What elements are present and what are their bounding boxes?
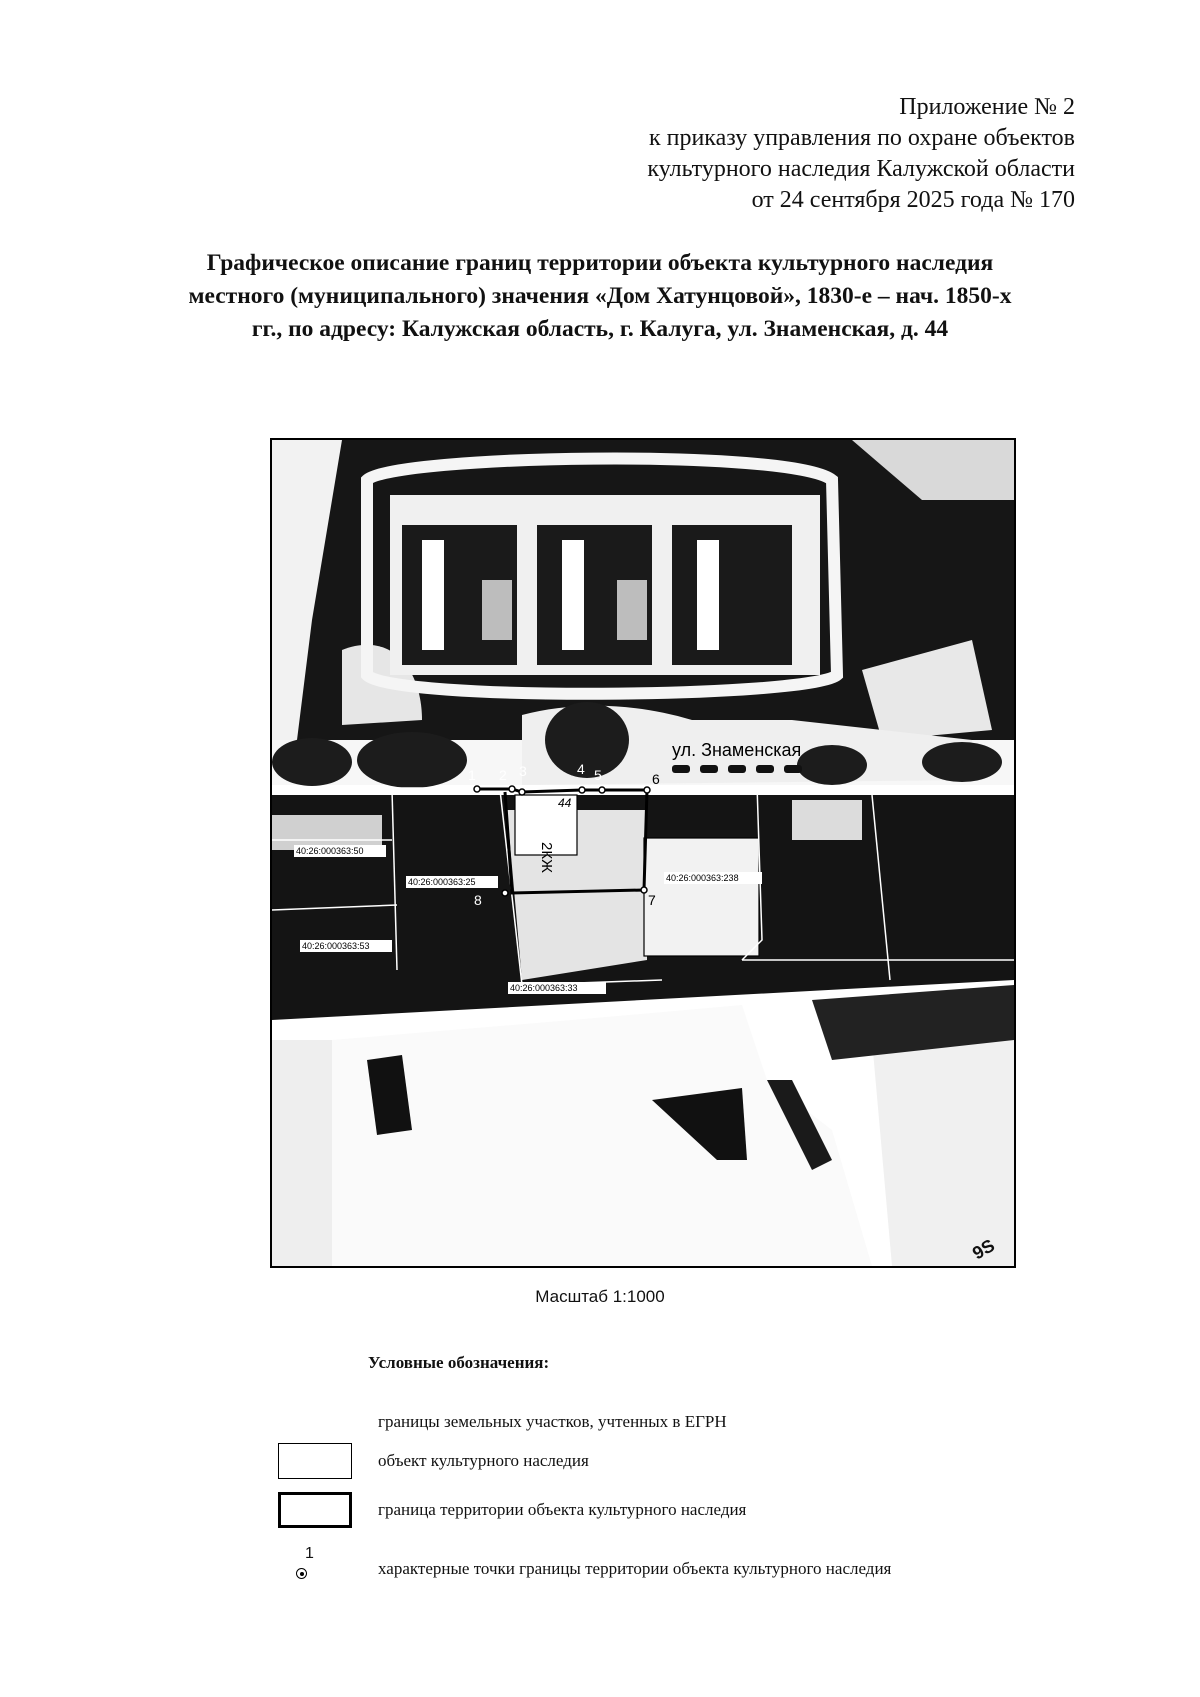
corner-label: 9S	[969, 1235, 999, 1264]
point-symbol-number: 1	[305, 1545, 314, 1562]
south-west-area	[272, 1040, 332, 1266]
road-dash-3	[728, 765, 746, 773]
legend-item-points	[0, 1545, 1200, 1585]
svg-text:7: 7	[648, 892, 656, 908]
tree-4	[797, 745, 867, 785]
svg-text:4: 4	[577, 761, 585, 777]
thin-rectangle-symbol	[278, 1443, 352, 1479]
wing-west-light	[422, 540, 444, 650]
boundary-map	[270, 438, 1016, 1268]
map-canvas	[272, 440, 1014, 1266]
legend-text-parcels: границы земельных участков, учтенных в ЕГРН	[378, 1412, 727, 1431]
road-dash-5	[784, 765, 802, 773]
tree-3	[545, 702, 629, 778]
appendix-order-ref: к приказу управления по охране объектов	[648, 125, 1075, 151]
legend-title: Условные обозначения:	[368, 1353, 550, 1372]
svg-text:2: 2	[499, 767, 507, 783]
legend-item-object	[0, 1443, 1200, 1483]
thick-rectangle-symbol	[278, 1492, 352, 1528]
wing-east-light	[697, 540, 719, 650]
road-dash-1	[672, 765, 690, 773]
tree-5	[922, 742, 1002, 782]
parcel-label-33: 40:26:000363:33	[510, 983, 578, 993]
wing-east	[672, 525, 792, 665]
document-title	[120, 247, 1080, 346]
title-line-1: Графическое описание границ территории объекта культурного наследия	[206, 250, 994, 276]
building-label: 2КЖ	[538, 842, 555, 873]
building-238	[644, 838, 759, 956]
legend-text-object: объект культурного наследия	[378, 1451, 589, 1470]
complex-wings	[402, 525, 792, 665]
svg-text:8: 8	[474, 892, 482, 908]
point-dot-icon	[296, 1568, 307, 1579]
svg-text:5: 5	[594, 767, 602, 783]
appendix-authority: культурного наследия Калужской области	[647, 156, 1075, 182]
numbered-point-symbol	[291, 1545, 321, 1585]
house-number: 44	[558, 796, 572, 810]
title-line-2: местного (муниципального) значения «Дом Хатунцовой», 1830-е – нач. 1850-х	[188, 283, 1012, 309]
street-label: ул. Знаменская	[672, 740, 802, 760]
legend-text-territory: граница территории объекта культурного наследия	[378, 1500, 747, 1519]
wing-link-1	[482, 580, 512, 640]
wing-link-2	[617, 580, 647, 640]
wing-center-light	[562, 540, 584, 650]
title-line-3: гг., по адресу: Калужская область, г. Калуга, ул. Знаменская, д. 44	[251, 316, 949, 342]
road-dash-2	[700, 765, 718, 773]
svg-text:6: 6	[652, 771, 660, 787]
yard-east-small	[792, 800, 862, 840]
svg-text:3: 3	[519, 763, 527, 779]
tree-1	[357, 732, 467, 788]
tree-2	[272, 738, 352, 786]
legend-item-territory	[0, 1492, 1200, 1532]
parcel-label-53: 40:26:000363:53	[302, 941, 370, 951]
appendix-header	[375, 92, 1075, 216]
map-scale: Масштаб 1:1000	[535, 1287, 665, 1306]
appendix-date: от 24 сентября 2025 года № 170	[751, 187, 1075, 213]
yard-west-small	[272, 815, 382, 850]
parcel-label-238: 40:26:000363:238	[666, 873, 739, 883]
parcel-label-25: 40:26:000363:25	[408, 877, 476, 887]
road-dash-4	[756, 765, 774, 773]
svg-text:1: 1	[468, 767, 476, 783]
legend-text-points: характерные точки границы территории объекта культурного наследия	[378, 1559, 892, 1578]
appendix-number: Приложение № 2	[899, 94, 1075, 120]
parcel-label-50: 40:26:000363:50	[296, 846, 364, 856]
